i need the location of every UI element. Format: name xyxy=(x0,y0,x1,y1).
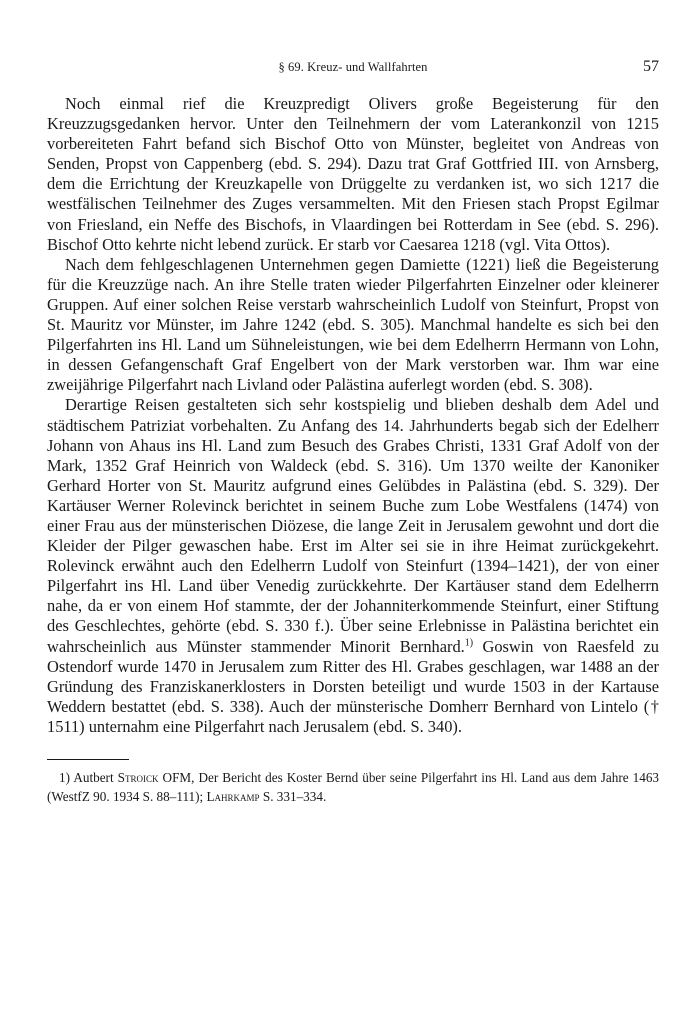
paragraph-text: Derartige Reisen gestalteten sich sehr kostspielig und blieben deshalb dem Adel und städtischem Patriziat vorbehalten. Zu Anfang des 14. Jahrhunderts begab sich der Edelherr Johann von Ahaus ins Hl. Land zum Besuch des Grabes Christi, 1331 Graf Adolf von der Mark, 1352 Graf Heinrich von Waldeck (ebd. S. 316). Um 1370 weilte der Kanoniker Gerhard Horter von St. Mauritz aufgrund eines Gelübdes in Palästina (ebd. S. 329). Der Kartäuser Werner Rolevinck berichtet in seinem Buche zum Lobe Westfalens (1474) von einer Frau aus der münsterischen Diözese, die lange Zeit in Jerusalem gewohnt und dort die Kleider der Pilger gewaschen habe. Erst im Alter sei sie in ihre Heimat zurückgekehrt. Rolevinck erwähnt auch den Edelherrn Ludolf von Steinfurt (1394–1421), der von einer Pilgerfahrt ins Hl. Land über Venedig zurückkehrte. Der Kartäuser stand dem Edelherrn nahe, da er von einem Hof stammte, der der Johanniterkommende Steinfurt, einer Stiftung des Geschlechtes, gehörte (ebd. S. 330 f.). Über seine Erlebnisse in Palästina berichtet ein wahrscheinlich aus Münster stammender Minorit Bernhard. xyxy=(47,395,659,656)
paragraph: Nach dem fehlgeschlagenen Unternehmen gegen Damiette (1221) ließ die Begeisterung für die Kreuzzüge nach. An ihre Stelle traten wieder Pilgerfahrten Einzelner oder kleinerer Gruppen. Auf einer solchen Reise verstarb wahrscheinlich Ludolf von Steinfurt, Propst von St. Mauritz vor Münster, im Jahre 1242 (ebd. S. 305). Manchmal handelte es sich bei den Pilgerfahrten ins Hl. Land um Sühneleistungen, wie bei dem Edelherrn Hermann von Lohn, in dessen Gefangenschaft Graf Engelbert von der Mark verstorben war. Ihm war eine zweijährige Pilgerfahrt nach Livland oder Palästina auferlegt worden (ebd. S. 308). xyxy=(47,254,659,395)
paragraph: Noch einmal rief die Kreuzpredigt Olivers große Begeisterung für den Kreuzzugsgedanken hervor. Unter den Teilnehmern der vom Laterankonzil von 1215 vorbereiteten Fahrt befand sich Bischof Otto von Münster, begleitet von Andreas von Senden, Propst von Cappenberg (ebd. S. 294). Dazu trat Graf Gottfried III. von Arnsberg, dem die Errichtung der Kreuzkapelle von Drüggelte zu verdanken ist, wo sich 1217 die westfälischen Teilnehmer des Zuges versammelten. Mit den Friesen stach Propst Egilmar von Friesland, ein Neffe des Bischofs, in Vlaardingen bei Rotterdam in See (ebd. S. 296). Bischof Otto kehrte nicht lebend zurück. Er starb vor Caesarea 1218 (vgl. Vita Ottos). xyxy=(47,94,659,254)
footnote xyxy=(47,768,659,806)
footnote-text-end: S. 331–334. xyxy=(259,789,327,804)
page-number: 57 xyxy=(643,58,659,75)
footnote-author-first: Autbert xyxy=(73,770,114,785)
paragraph-text-continued: Goswin von Raesfeld zu Ostendorf wurde 1470 in Jerusalem zum Ritter des Hl. Grabes geschlagen, war 1488 an der Gründung des Franziskanerklosters in Dorsten beteiligt und wurde 1503 in der Kartause Weddern bestattet (ebd. S. 338). Auch der münsterische Domherr Bernhard von Lintelo († 1511) unternahm eine Pilgerfahrt nach Jerusalem (ebd. S. 340). xyxy=(47,636,659,736)
footnote-text: OFM, Der Bericht des Koster Bernd über seine Pilgerfahrt ins Hl. Land aus dem Jahre 1463 (WestfZ 90. 1934 S. 88–111); xyxy=(47,770,660,804)
footnote-marker: 1) xyxy=(59,770,70,785)
footnote-ref-author: Lahrkamp xyxy=(206,789,260,804)
paragraph xyxy=(47,395,659,737)
running-title: § 69. Kreuz- und Wallfahrten xyxy=(278,60,428,74)
footnote-reference: 1) xyxy=(464,637,474,649)
footnote-author-last: Stroick xyxy=(117,770,159,785)
running-head xyxy=(47,58,659,78)
footnote-divider xyxy=(47,759,129,760)
book-page xyxy=(47,58,659,806)
body-text xyxy=(47,94,659,737)
